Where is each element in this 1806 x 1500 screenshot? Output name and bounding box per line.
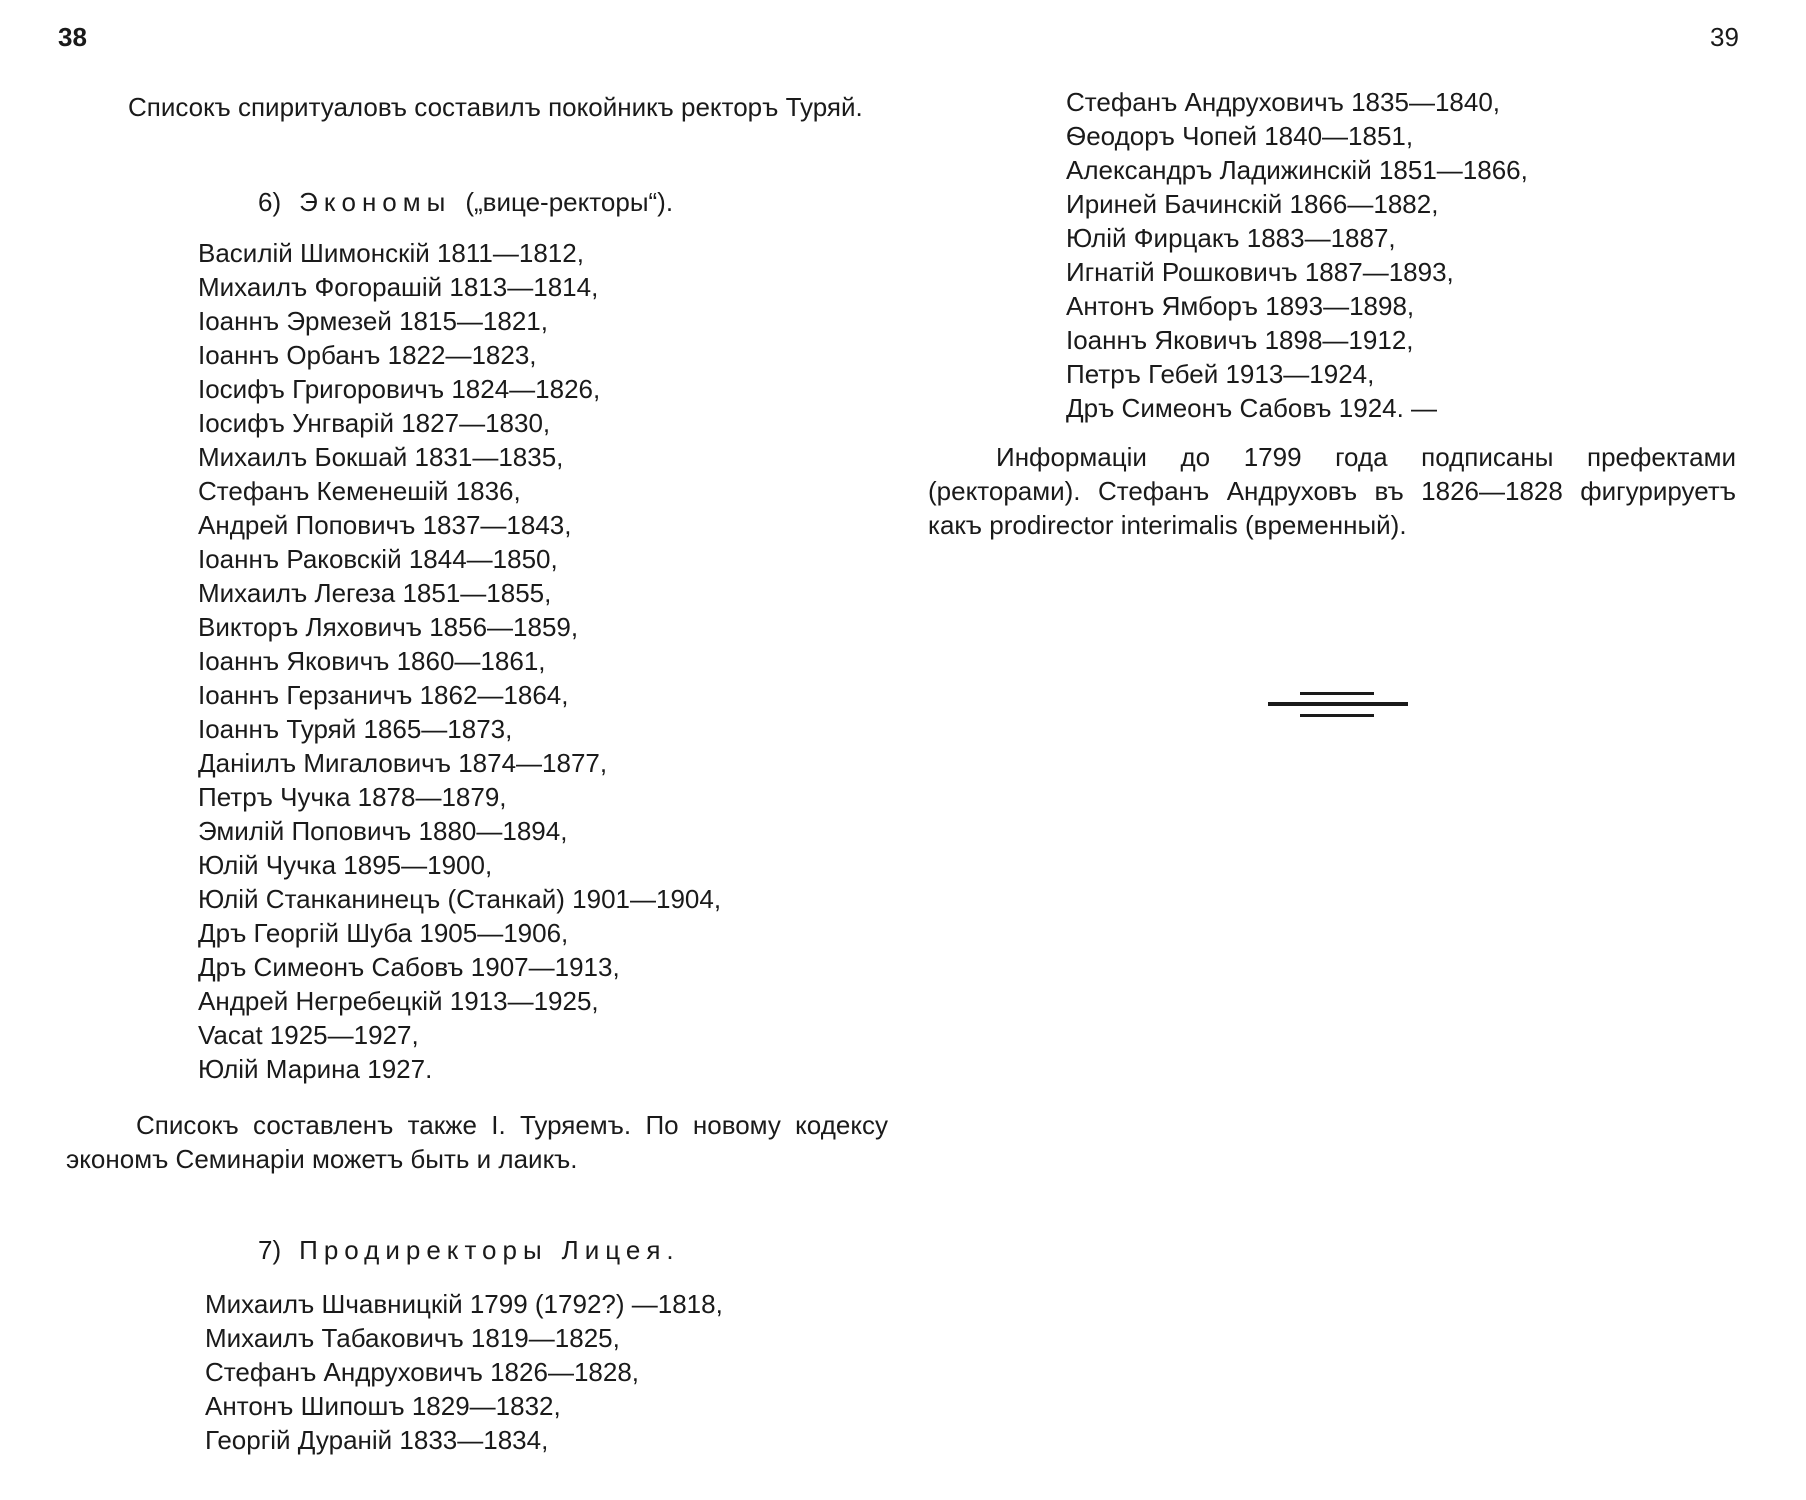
list-item: Юлій Чучка 1895—1900, (198, 850, 493, 880)
section-7-heading (258, 1233, 694, 1267)
list-item: Михаилъ Шчавницкій 1799 (1792?) —1818, (205, 1289, 723, 1319)
list-item: Іоаннъ Туряй 1865—1873, (198, 714, 513, 744)
list-item: Михаилъ Фогорашій 1813—1814, (198, 272, 599, 302)
list-item: Іосифъ Григоровичъ 1824—1826, (198, 374, 601, 404)
section-7-title: Продиректоры (299, 1235, 548, 1265)
list-item: Іоаннъ Герзаничъ 1862—1864, (198, 680, 569, 710)
list-item: Игнатій Рошковичъ 1887—1893, (1066, 257, 1454, 287)
list-item: Іоаннъ Эрмезей 1815—1821, (198, 306, 548, 336)
list-item: Александръ Ладижинскій 1851—1866, (1066, 155, 1528, 185)
economs-note: Списокъ составленъ также І. Туряемъ. По новому кодексу экономъ Семинаріи можетъ быть и лаикъ. (66, 1110, 888, 1174)
page-number-right: 39 (1710, 22, 1739, 52)
list-item: Петръ Чучка 1878—1879, (198, 782, 507, 812)
section-7-number: 7) (258, 1235, 282, 1265)
list-item: Михаилъ Бокшай 1831—1835, (198, 442, 564, 472)
list-item: Іоаннъ Раковскій 1844—1850, (198, 544, 558, 574)
economs-list (198, 236, 721, 1086)
prodirectors-list (205, 1287, 723, 1457)
spirituals-note: Списокъ спиритуаловъ составилъ покойникъ ректоръ Туряй. (128, 92, 863, 122)
list-item: Викторъ Ляховичъ 1856—1859, (198, 612, 579, 642)
section-6-subtitle: („вице-ректоры“). (465, 187, 674, 217)
list-item: Антонъ Ямборъ 1893—1898, (1066, 291, 1415, 321)
list-item: Стефанъ Кеменешій 1836, (198, 476, 521, 506)
list-item: Юлій Фирцакъ 1883—1887, (1066, 223, 1396, 253)
list-item: Стефанъ Андруховичъ 1835—1840, (1066, 87, 1501, 117)
section-7-title-word2: Лицея. (561, 1235, 680, 1265)
prodirectors-list-continued (1066, 85, 1528, 425)
list-item: Михаилъ Легеза 1851—1855, (198, 578, 552, 608)
list-item: Іоаннъ Яковичъ 1898—1912, (1066, 325, 1414, 355)
double-rule-ornament (1268, 690, 1408, 720)
list-item: Дръ Георгій Шуба 1905—1906, (198, 918, 569, 948)
list-item: Дръ Симеонъ Сабовъ 1924. — (1066, 393, 1438, 423)
list-item: Стефанъ Андруховичъ 1826—1828, (205, 1357, 640, 1387)
list-item: Ѳеодоръ Чопей 1840—1851, (1066, 121, 1414, 151)
list-item: Даніилъ Мигаловичъ 1874—1877, (198, 748, 608, 778)
page-number-left: 38 (58, 22, 87, 52)
list-item: Андрей Негребецкій 1913—1925, (198, 986, 599, 1016)
list-item: Василій Шимонскій 1811—1812, (198, 238, 584, 268)
list-item: Іосифъ Унгварій 1827—1830, (198, 408, 551, 438)
list-item: Ириней Бачинскій 1866—1882, (1066, 189, 1439, 219)
prefects-note: Информаціи до 1799 года подписаны префектами (ректорами). Стефанъ Андруховъ въ 1826—1828 фигурируетъ какъ prodirector interimalis (временный). (928, 442, 1736, 540)
list-item: Юлій Станканинецъ (Станкай) 1901—1904, (198, 884, 722, 914)
list-item: Эмилій Поповичъ 1880—1894, (198, 816, 568, 846)
list-item: Антонъ Шипошъ 1829—1832, (205, 1391, 561, 1421)
list-item: Петръ Гебей 1913—1924, (1066, 359, 1375, 389)
list-item: Андрей Поповичъ 1837—1843, (198, 510, 572, 540)
list-item: Vacat 1925—1927, (198, 1020, 419, 1050)
list-item: Юлій Марина 1927. (198, 1054, 433, 1084)
section-6-heading (258, 185, 673, 219)
list-item: Іоаннъ Орбанъ 1822—1823, (198, 340, 537, 370)
list-item: Іоаннъ Яковичъ 1860—1861, (198, 646, 546, 676)
list-item: Георгій Дураній 1833—1834, (205, 1425, 549, 1455)
section-6-number: 6) (258, 187, 282, 217)
section-6-title: Экономы (299, 187, 452, 217)
list-item: Михаилъ Табаковичъ 1819—1825, (205, 1323, 620, 1353)
list-item: Дръ Симеонъ Сабовъ 1907—1913, (198, 952, 620, 982)
